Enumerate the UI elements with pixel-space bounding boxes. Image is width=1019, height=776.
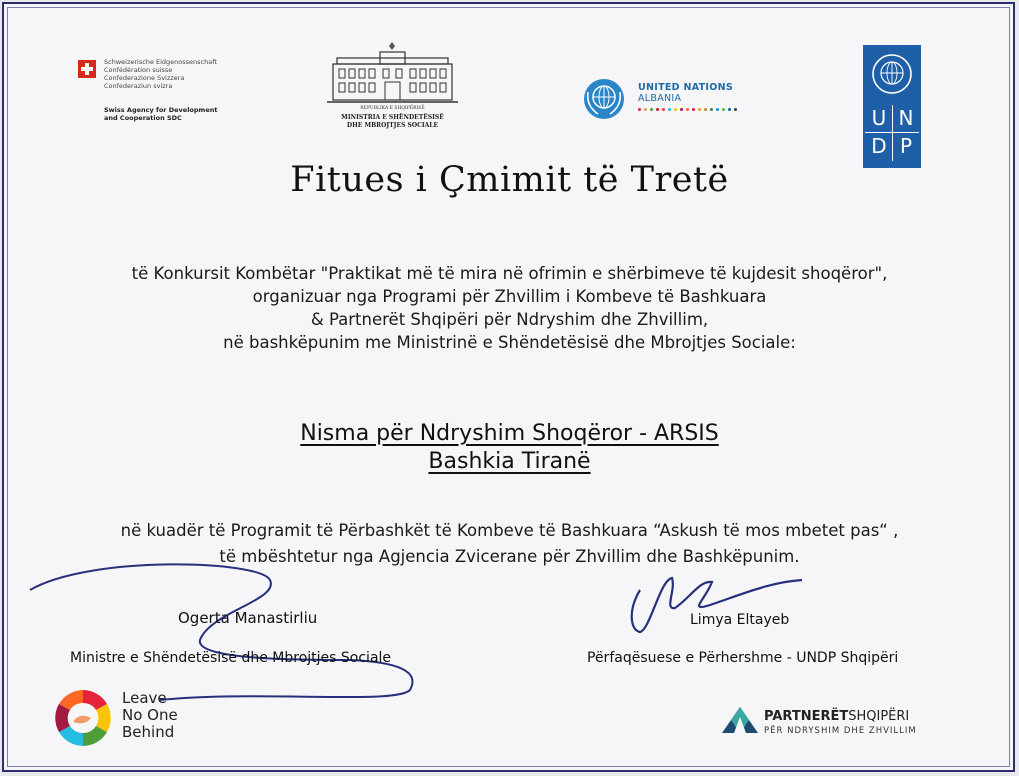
swiss-line: Confederaziun svizra — [104, 82, 173, 90]
intro-text — [0, 262, 1019, 354]
right-signatory-role: Përfaqësuese e Përhershme - UNDP Shqipëri — [587, 650, 899, 666]
lnob-line: Behind — [122, 723, 175, 741]
partneret-shqiperi-logo — [720, 703, 960, 743]
sdg-dot — [656, 108, 659, 111]
swiss-agency-name: Swiss Agency for Development and Cooperation SDC — [104, 106, 218, 122]
undp-emblem-icon — [863, 45, 921, 103]
partneret-name-light: SHQIPËRI — [848, 709, 910, 724]
winner-name: Nisma për Ndryshim Shoqëror - ARSIS — [300, 421, 719, 446]
winner-block — [0, 420, 1019, 476]
sdg-dot — [704, 108, 707, 111]
partneret-subtitle: PËR NDRYSHIM DHE ZHVILLIM — [764, 726, 917, 736]
undp-letter: D — [871, 134, 887, 158]
partneret-name-bold: PARTNERËT — [764, 709, 849, 724]
intro-line: organizuar nga Programi për Zhvillim i Kombeve të Bashkuara — [252, 287, 767, 306]
ministry-building-icon — [325, 40, 460, 106]
sdg-dot — [650, 108, 653, 111]
un-emblem-icon — [580, 76, 628, 122]
sdg-wheel-hands-icon — [50, 686, 116, 750]
winner-municipality: Bashkia Tiranë — [428, 449, 591, 474]
sdg-dot — [698, 108, 701, 111]
intro-line: & Partnerët Shqipëri për Ndryshim dhe Zhvillim, — [310, 310, 709, 329]
right-signatory-name: Limya Eltayeb — [690, 612, 790, 628]
un-albania-logo — [580, 76, 750, 122]
sdg-dot — [638, 108, 641, 111]
un-albania-title: UNITED NATIONS — [638, 82, 734, 93]
intro-line: të Konkursit Kombëtar "Praktikat më të mira në ofrimin e shërbimeve të kujdesit shoqëror", — [131, 264, 888, 283]
certificate-title: Fitues i Çmimit të Tretë — [290, 160, 729, 200]
partneret-triangle-icon — [720, 703, 760, 737]
left-signatory-role: Ministre e Shëndetësisë dhe Mbrojtjes Sociale — [70, 650, 392, 666]
ministry-logo — [325, 40, 460, 140]
swiss-flag-icon — [78, 60, 96, 78]
sdg-dot — [710, 108, 713, 111]
sdg-dot — [680, 108, 683, 111]
leave-no-one-behind-logo — [50, 686, 210, 750]
undp-logo — [863, 45, 921, 168]
undp-letter: U — [871, 106, 887, 130]
sdg-dots — [638, 108, 737, 111]
undp-letter: N — [898, 106, 914, 130]
sdg-dot — [686, 108, 689, 111]
ministry-name-line1: MINISTRIA E SHËNDETËSISË — [341, 114, 444, 121]
program-line: në kuadër të Programit të Përbashkët të Kombeve të Bashkuara “Askush të mos mbetet pas“ , — [120, 521, 899, 540]
ministry-republic: REPUBLIKA E SHQIPËRISË — [360, 106, 425, 111]
sdg-dot — [674, 108, 677, 111]
program-line: të mbështetur nga Agjencia Zvicerane për Zhvillim dhe Bashkëpunim. — [219, 547, 800, 566]
swiss-line: Confédération suisse — [104, 66, 173, 74]
sdg-dot — [692, 108, 695, 111]
swiss-line: Confederazione Svizzera — [104, 74, 185, 82]
ministry-name-line2: DHE MBROJTJES SOCIALE — [346, 122, 439, 129]
sdg-dot — [668, 108, 671, 111]
sdg-dot — [728, 108, 731, 111]
sdg-dot — [644, 108, 647, 111]
swiss-line: Schweizerische Eidgenossenschaft — [104, 58, 217, 66]
sdg-dot — [716, 108, 719, 111]
program-text — [0, 518, 1019, 570]
un-albania-subtitle: ALBANIA — [638, 93, 682, 104]
undp-letter: P — [899, 134, 913, 158]
sdg-dot — [734, 108, 737, 111]
intro-line: në bashkëpunim me Ministrinë e Shëndetësisë dhe Mbrojtjes Sociale: — [223, 333, 796, 352]
sdg-dot — [722, 108, 725, 111]
left-signatory-name: Ogerta Manastirliu — [178, 609, 318, 627]
lnob-line: No One — [122, 706, 178, 724]
lnob-line: Leave — [122, 689, 167, 707]
sdg-dot — [662, 108, 665, 111]
